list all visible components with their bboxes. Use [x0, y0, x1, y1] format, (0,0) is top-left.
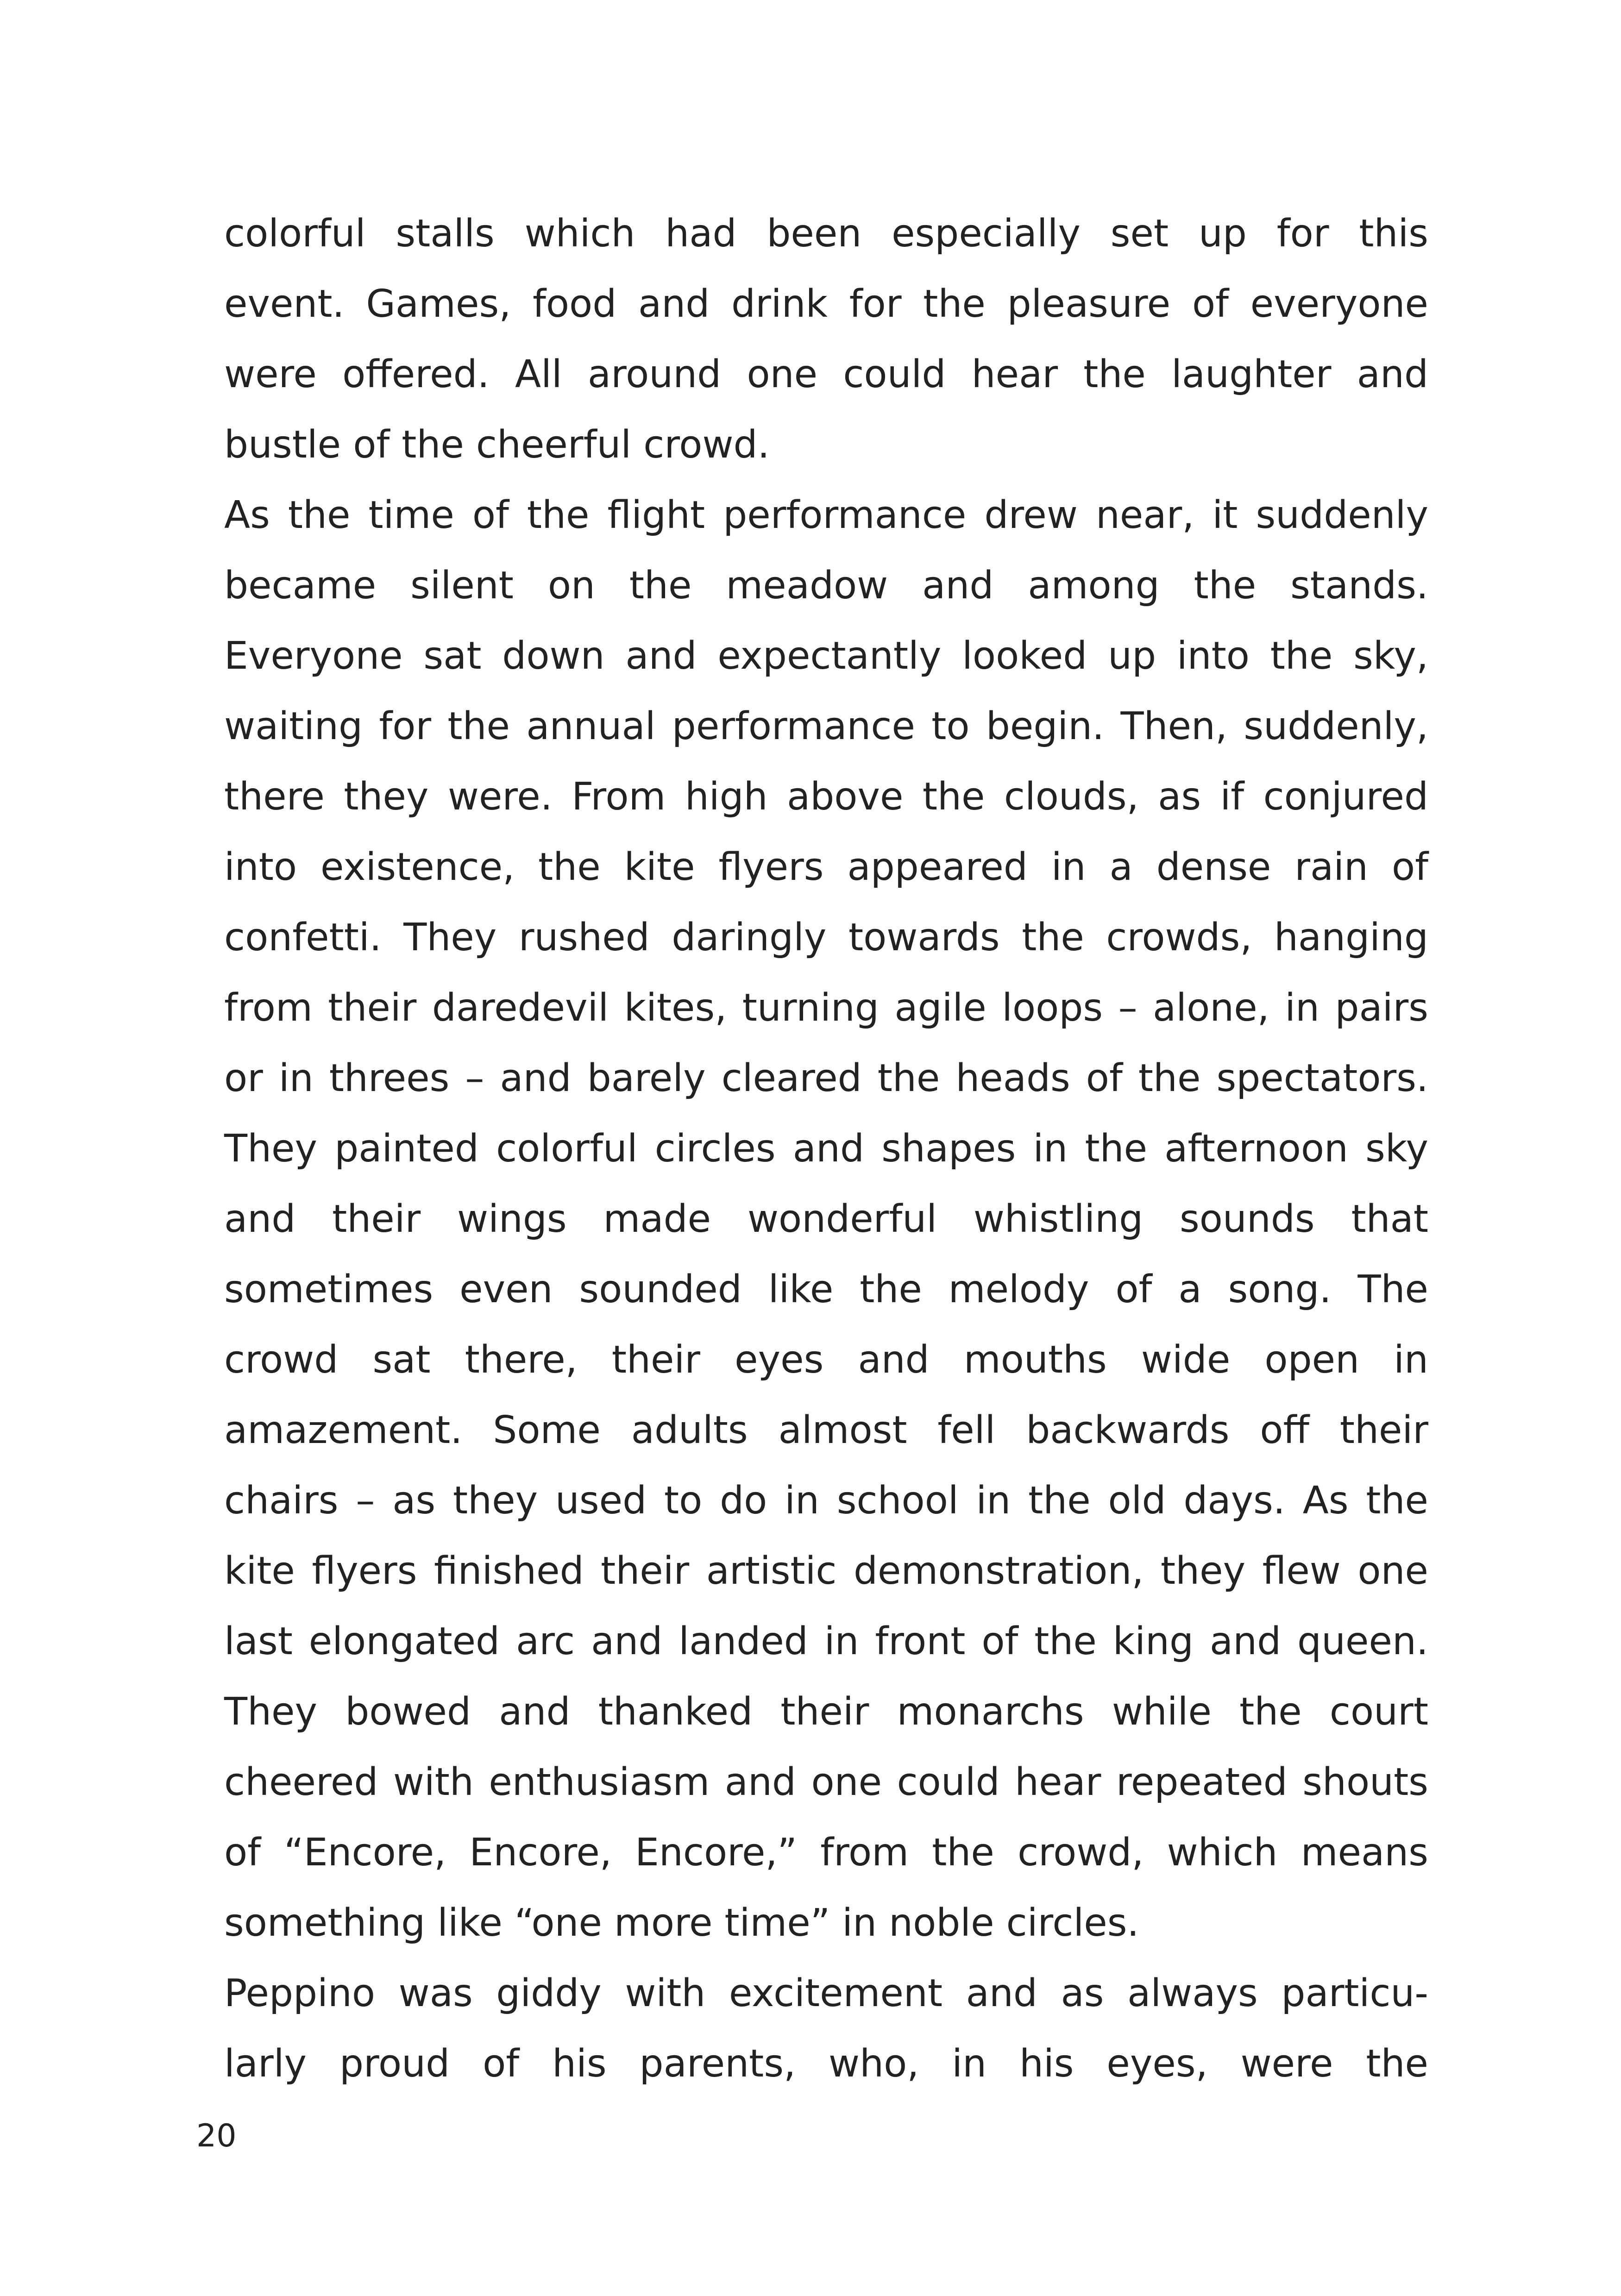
- text-line: cheered with enthusiasm and one could hear repeated shouts: [224, 1760, 1428, 1804]
- text-line: became silent on the meadow and among the stands.: [224, 564, 1428, 608]
- page-number: 20: [196, 2118, 237, 2154]
- text-line: sometimes even sounded like the melody of a song. The: [224, 1267, 1428, 1311]
- text-line: confetti. They rushed daringly towards the crowds, hanging: [224, 916, 1428, 960]
- text-line: were offered. All around one could hear the laughter and: [224, 352, 1428, 396]
- text-line: They bowed and thanked their monarchs while the court: [224, 1690, 1428, 1734]
- text-line: As the time of the flight performance drew near, it suddenly: [224, 493, 1428, 537]
- text-line: there they were. From high above the clouds, as if conjured: [224, 775, 1428, 819]
- text-line: and their wings made wonderful whistling sounds that: [224, 1197, 1428, 1241]
- text-line: Everyone sat down and expectantly looked up into the sky,: [224, 634, 1428, 678]
- text-line: colorful stalls which had been especially set up for this: [224, 212, 1428, 256]
- text-line: bustle of the cheerful crowd.: [224, 423, 770, 467]
- text-line: from their daredevil kites, turning agile loops – alone, in pairs: [224, 986, 1428, 1030]
- text-line: crowd sat there, their eyes and mouths wide open in: [224, 1338, 1428, 1382]
- text-line: Peppino was giddy with excitement and as always particu-: [224, 1971, 1428, 2015]
- text-line: something like “one more time” in noble circles.: [224, 1901, 1139, 1945]
- text-line: amazement. Some adults almost fell backwards off their: [224, 1408, 1428, 1452]
- text-line: chairs – as they used to do in school in the old days. As the: [224, 1479, 1428, 1523]
- text-line: waiting for the annual performance to begin. Then, suddenly,: [224, 704, 1428, 748]
- text-line: or in threes – and barely cleared the heads of the spectators.: [224, 1056, 1428, 1100]
- text-line: event. Games, food and drink for the pleasure of everyone: [224, 282, 1428, 326]
- body-text: [224, 204, 1428, 2104]
- text-line: last elongated arc and landed in front of the king and queen.: [224, 1619, 1428, 1663]
- text-line: of “Encore, Encore, Encore,” from the crowd, which means: [224, 1831, 1428, 1875]
- text-line: They painted colorful circles and shapes in the afternoon sky: [224, 1127, 1428, 1171]
- text-line: into existence, the kite flyers appeared in a dense rain of: [224, 845, 1428, 889]
- text-line: kite flyers finished their artistic demonstration, they flew one: [224, 1549, 1428, 1593]
- text-line: larly proud of his parents, who, in his eyes, were the: [224, 2042, 1428, 2086]
